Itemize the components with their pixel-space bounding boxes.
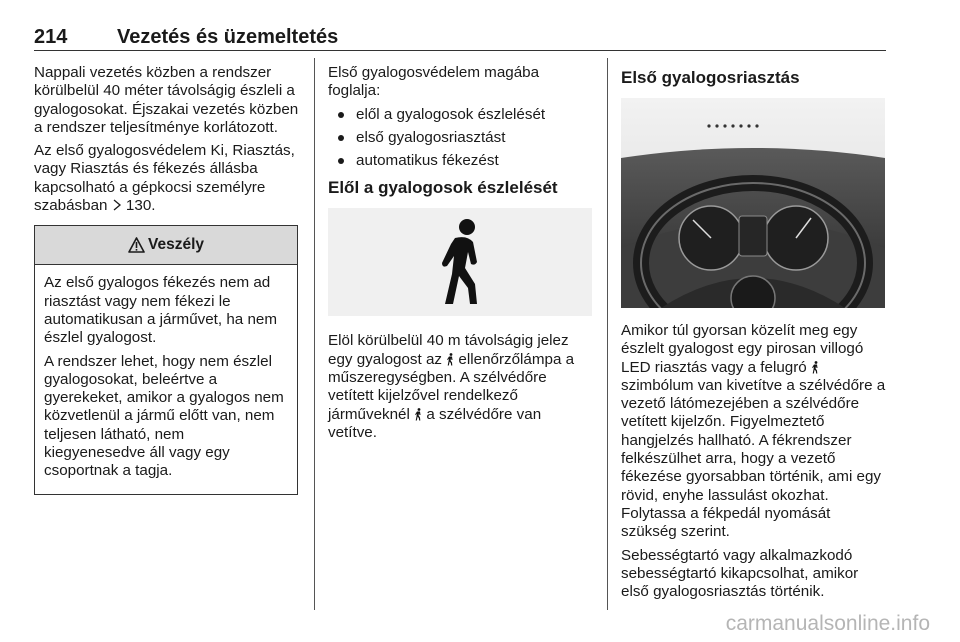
warning-triangle-icon [128, 237, 145, 253]
danger-header [35, 226, 297, 265]
column-left [34, 64, 302, 495]
list-item: automatikus fékezést [328, 152, 593, 170]
pedestrian-icon [425, 216, 495, 308]
pedestrian-figure [328, 208, 592, 316]
pedestrian-icon [414, 408, 422, 421]
danger-title: Veszély [147, 236, 205, 254]
paragraph: Az első gyalogosvédelem Ki, Riasztás, vagy Riasztás és fékezés állásba kapcsolható a gépkocsi személyre szabásban 130. [34, 142, 295, 215]
cross-reference-arrow-icon [112, 199, 122, 211]
pedestrian-icon [811, 361, 819, 374]
danger-paragraph: Az első gyalogos fékezés nem ad riasztást vagy nem fékezi le automatikusan a járművet, ha nem észlel gyalogost. [44, 274, 277, 347]
page-number: 214 [34, 26, 68, 48]
watermark: carmanualsonline.info [725, 612, 930, 635]
chapter-title: Vezetés és üzemeltetés [117, 26, 339, 48]
column-divider [314, 58, 315, 610]
paragraph: Elöl körülbelül 40 m távolságig jelez egy gyalogost az ellenőrzőlámpa a műszeregységben. A szélvédőre vetített kijelzővel rendelkező járműveknél a szélvédőre van vetítve. [328, 332, 575, 441]
danger-box [34, 225, 298, 494]
column-middle [328, 64, 593, 447]
pedestrian-icon [446, 353, 454, 366]
paragraph: Amikor túl gyorsan közelít meg egy észlelt gyalogost egy pirosan villogó LED riasztás vagy a felugró szimbólum van kivetítve a szélvédőre a vezető látómezejében a szélvédőre vetített kijelzőn. Figyelmeztető hangjelzés hallható. A fékrendszer felkészülhet arra, hogy a vezető fékezése gyorsabban történik, ami egy rövid, enyhe lassulást okozhat. Folytassa a fékpedál nyomását szükség szerint. [621, 322, 886, 541]
column-right [621, 64, 887, 606]
column-divider [607, 58, 608, 610]
section-heading: Első gyalogosriasztás [621, 68, 800, 87]
paragraph: Sebességtartó vagy alkalmazkodó sebességtartó kikapcsolhat, amikor első gyalogosriasztás történik. [621, 546, 859, 601]
paragraph: Nappali vezetés közben a rendszer körülbelül 40 méter távolságig észleli a gyalogosokat. Éjszakai vezetés közben a rendszer teljesítménye korlátozott. [34, 64, 299, 136]
list-item: elől a gyalogosok észlelését [328, 106, 593, 124]
paragraph: Első gyalogosvédelem magába foglalja: [328, 64, 540, 100]
list-item: első gyalogosriasztást [328, 129, 593, 147]
danger-body [35, 265, 297, 493]
section-heading: Elől a gyalogosok észlelését [328, 178, 558, 198]
dashboard-illustration [621, 98, 885, 308]
bullet-list [328, 106, 593, 171]
page-header [34, 26, 886, 51]
danger-paragraph: A rendszer lehet, hogy nem észlel gyalogosokat, beleértve a gyerekeket, amikor a gyalogos nem közvetlenül a jármű előtt van, nem teljesen látható, nem kiegyenesedve áll vagy egy csoportnak a tagja. [44, 352, 284, 480]
dashboard-photo [621, 98, 885, 308]
